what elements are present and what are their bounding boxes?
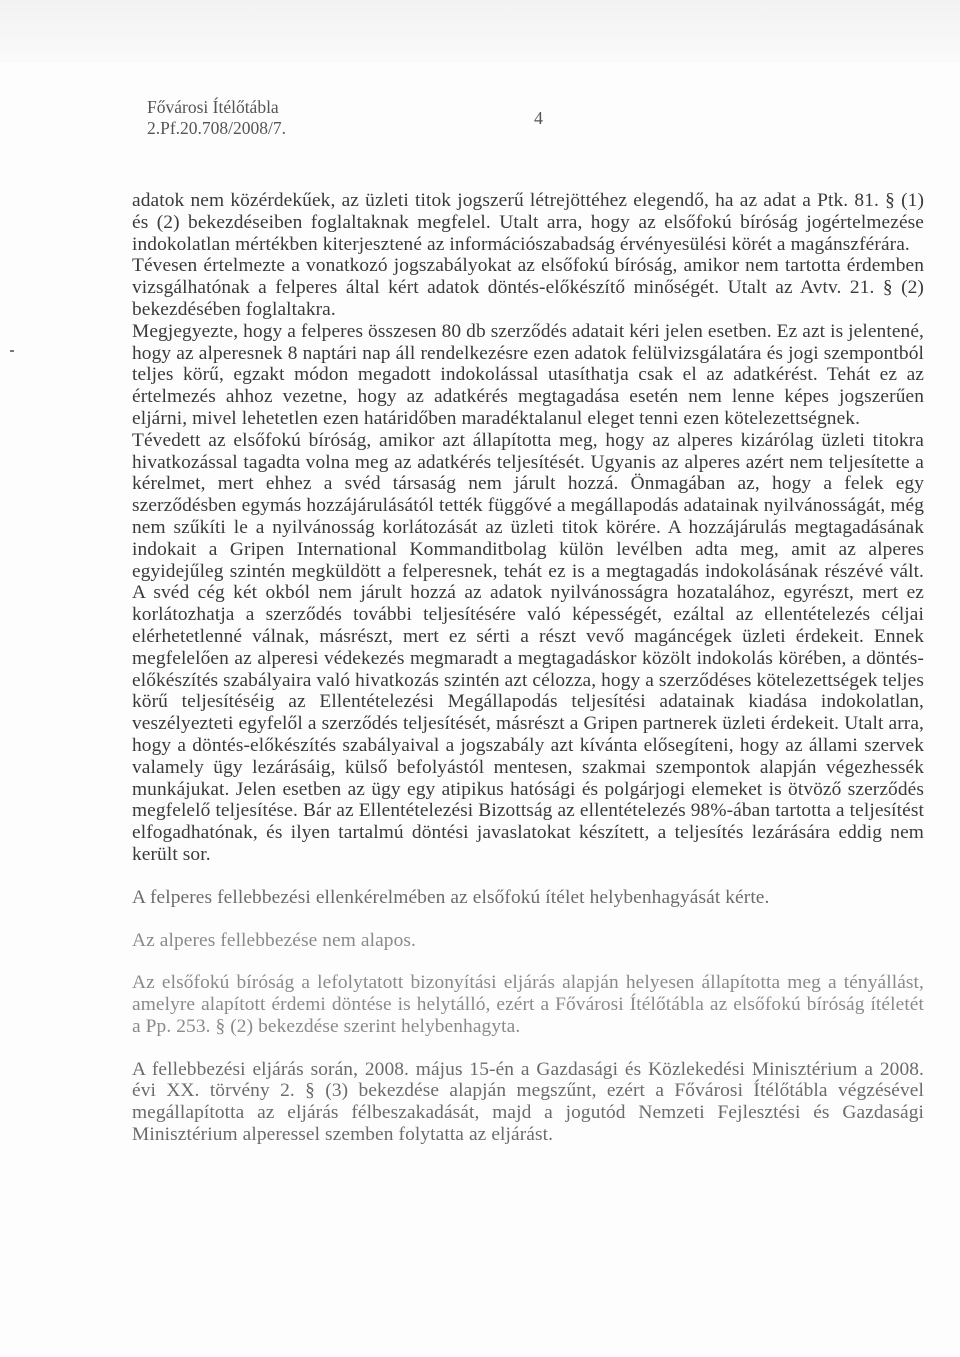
margin-mark [10,350,14,352]
document-body [132,190,924,1146]
paragraph-1: adatok nem közérdekűek, az üzleti titok jogszerű létrejöttéhez elegendő, ha az adat a Ptk. 81. § (1) és (2) bekezdéseiben foglaltaknak megfelel. Utalt arra, hogy az elsőfokú bíróság jogértelmezése indokolatlan mértékben kiterjesztené az információszabadság érvényesülési körét a magánszférára. [132,190,924,255]
paragraph-3: Megjegyezte, hogy a felperes összesen 80 db szerződés adatait kéri jelen esetben. Ez azt is jelentené, hogy az alperesnek 8 naptári nap áll rendelkezésre ezen adatok felülvizsgálatára és jogi szempontból teljes körű, egzakt módon megadott indokolással utasíthatja csak el az adatkérést. Tehát ez az értelmezés ahhoz vezetne, hogy az adatkérés megtagadása esetén nem lenne képes jogszerűen eljárni, mivel lehetetlen ezen határidőben maradéktalanul eleget tenni ezen kötelezettségnek. [132,320,924,429]
court-name: Fővárosi Ítélőtábla [147,97,279,117]
paragraph-7: Az elsőfokú bíróság a lefolytatott bizonyítási eljárás alapján helyesen állapította meg a tényállást, amelyre alapított érdemi döntése is helytálló, ezért a Fővárosi Ítélőtábla az elsőfokú bíróság ítéletét a Pp. 253. § (2) bekezdése szerint helybenhagyta. [132,972,924,1037]
paragraph-2: Tévesen értelmezte a vonatkozó jogszabályokat az elsőfokú bíróság, amikor nem tartotta érdemben vizsgálhatónak a felperes által kért adatok döntés-előkészítő minőségét. Utalt az Avtv. 21. § (2) bekezdésében foglaltakra. [132,255,924,320]
page-number: 4 [534,108,543,128]
paragraph-4: Tévedett az elsőfokú bíróság, amikor azt állapította meg, hogy az alperes kizárólag üzleti titokra hivatkozással tagadta volna meg az adatkérés teljesítését. Ugyanis az alperes azért nem teljesítette a kérelmet, mert ehhez a svéd társaság nem járult hozzá. Önmagában az, hogy a felek egy szerződésben egymás hozzájárulásától tették függővé a megállapodás adatainak nyilvánosságát, még nem szűkíti le a nyilvánosság korlátozását az üzleti titok körére. A hozzájárulás megtagadásának indokait a Gripen International Kommanditbolag külön levélben adta meg, amit az alperes egyidejűleg szintén megküldött a felperesnek, tehát ez is a megtagadás indokolásának részévé vált. A svéd cég két okból nem járult hozzá az adatok nyilvánosságra hozatalához, egyrészt, mert ez korlátozhatja a szerződés további teljesítésére való képességét, ezáltal az ellentételezés céljai elérhetetlenné válnak, másrészt, mert ez sérti a részt vevő magáncégek üzleti érdekeit. Ennek megfelelően az alperesi védekezés megmaradt a megtagadáskor közölt indokolás körében, a döntés-előkészítés szabályaira való hivatkozás szintén azt célozza, hogy a szerződéses kötelezettségek teljes körű teljesítéséig az Ellentételezési Megállapodás teljesítési adatainak kiadása indokolatlan, veszélyezteti egyfelől a szerződés teljesítését, másrészt a Gripen partnerek üzleti érdekeit. Utalt arra, hogy a döntés-előkészítés szabályaival a jogszabály azt kívánta elősegíteni, hogy az állami szervek valamely ügy lezárásáig, külső befolyástól mentesen, szakmai szempontok alapján végezhessék munkájukat. Jelen esetben az ügy egy atipikus hatósági és polgárjogi elemeket is ötvöző szerződés megfelelő teljesítése. Bár az Ellentételezési Bizottság az ellentételezés 98%-ában tartotta a teljesítést elfogadhatónak, és ilyen tartalmú döntési javaslatokat készített, a teljesítés lezárására eddig nem került sor. [132,429,924,865]
case-number: 2.Pf.20.708/2008/7. [147,118,287,138]
paragraph-8: A fellebbezési eljárás során, 2008. május 15-én a Gazdasági és Közlekedési Minisztérium a 2008. évi XX. törvény 2. § (3) bekezdése alapján megszűnt, ezért a Fővárosi Ítélőtábla végzésével megállapította az eljárás félbeszakadását, majd a jogutód Nemzeti Fejlesztési és Gazdasági Minisztérium alperessel szemben folytatta az eljárást. [132,1058,924,1146]
scan-top-band [0,0,960,62]
paragraph-6: Az alperes fellebbezése nem alapos. [132,929,416,951]
document-header [147,97,286,139]
paragraph-5: A felperes fellebbezési ellenkérelmében az elsőfokú ítélet helybenhagyását kérte. [132,886,770,908]
